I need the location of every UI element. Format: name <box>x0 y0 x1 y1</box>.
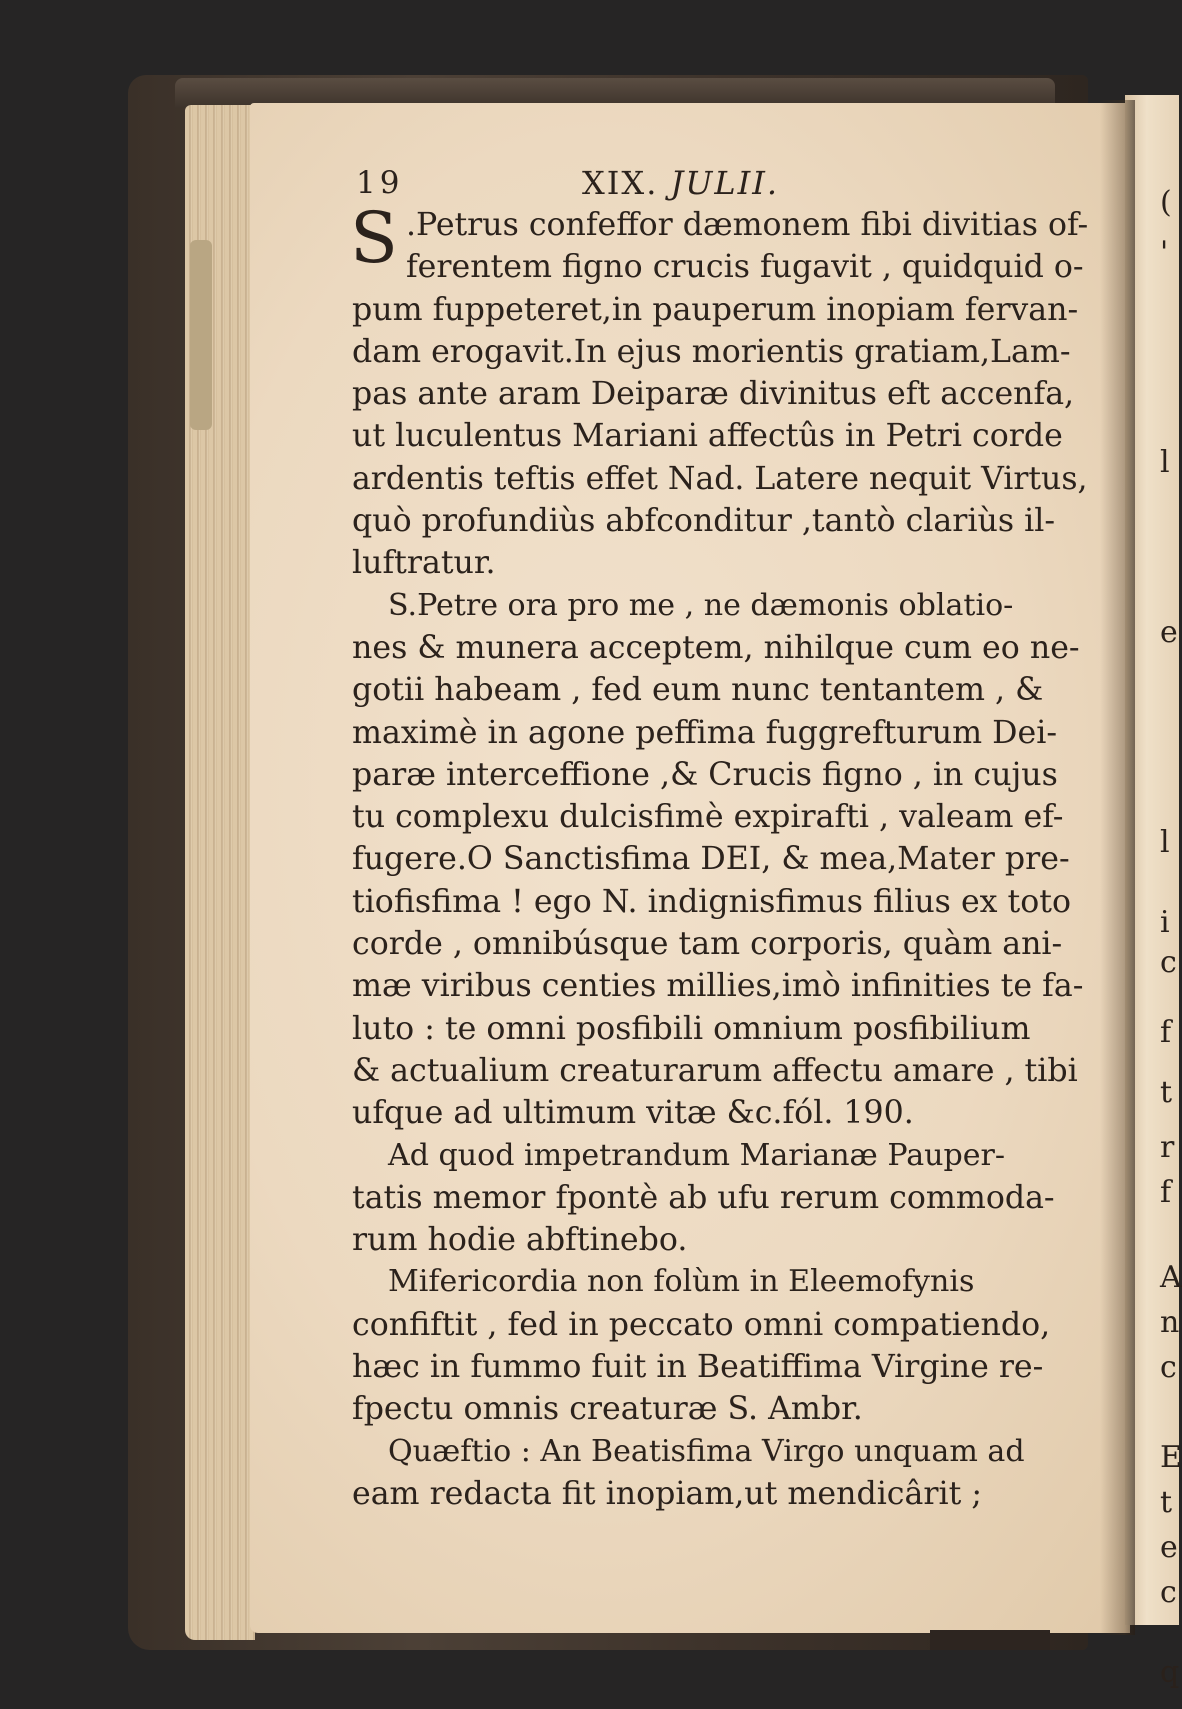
text-line: fpectu omnis creaturæ S. Ambr. <box>352 1391 863 1428</box>
text-line: tiofisfima ! ego N. indignisfimus filius ex toto <box>352 883 1071 920</box>
paragraph-4 <box>352 1261 1097 1430</box>
paragraph-1 <box>350 197 1097 585</box>
text-line: pas ante aram Deiparæ divinitus eft accenfa, <box>352 376 1075 413</box>
facing-letter: q <box>1160 1655 1180 1690</box>
text-line: luftratur. <box>352 545 496 582</box>
running-head <box>582 162 779 204</box>
text-line: gotii habeam , fed eum nunc tentantem , & <box>352 672 1044 709</box>
text-line: Ad quod impetrandum Marianæ Pauper- <box>388 1137 1006 1173</box>
text-line: nes & munera acceptem, nihilque cum eo ne- <box>352 629 1080 666</box>
paragraph-2 <box>352 585 1097 1135</box>
facing-letter: t <box>1160 1075 1173 1110</box>
paragraph-5 <box>352 1431 1097 1516</box>
text-line: .Petrus confeffor dæmonem fibi divitias of- <box>405 207 1089 243</box>
text-line: rum hodie abftinebo. <box>352 1222 688 1259</box>
page-number: 19 <box>356 165 404 201</box>
facing-letter: f <box>1160 1175 1172 1210</box>
facing-letter: c <box>1160 945 1177 980</box>
facing-letter: i <box>1160 905 1170 940</box>
facing-letter: ' <box>1160 235 1169 270</box>
text-line: Quæftio : An Beatisfima Virgo unquam ad <box>388 1433 1025 1469</box>
facing-letter: ( <box>1160 185 1172 220</box>
running-head-month: JULII. <box>670 164 780 202</box>
running-header <box>352 162 1097 204</box>
text-line: quò profundiùs abfconditur ,tantò clariùs il- <box>352 503 1056 540</box>
text-line: confiftit , fed in peccato omni compatiendo, <box>352 1306 1051 1343</box>
text-line: hæc in fummo fuit in Beatiffima Virgine re- <box>352 1349 1044 1386</box>
page-text <box>352 162 1097 1515</box>
page-gutter-shadow <box>1100 100 1135 1635</box>
text-line: luto : te omni posfibili omnium posfibilium <box>352 1010 1031 1047</box>
text-line: dam erogavit.In ejus morientis gratiam,Lam- <box>352 333 1071 370</box>
text-line: tatis memor fpontè ab ufu rerum commoda- <box>352 1179 1055 1216</box>
facing-letter: c <box>1160 1350 1177 1385</box>
text-line: fugere.O Sanctisfima DEI, & mea,Mater pre- <box>352 841 1070 878</box>
facing-letter: f <box>1160 1015 1172 1050</box>
cover-bottom-edge <box>930 1630 1050 1650</box>
text-line: pum fuppeteret,in pauperum inopiam fervan- <box>352 291 1079 328</box>
page-tab-marker <box>190 240 212 430</box>
text-line: & actualium creaturarum affectu amare , tibi <box>352 1052 1078 1089</box>
text-line: maximè in agone peffima fuggrefturum Dei- <box>352 714 1058 751</box>
text-line: eam redacta fit inopiam,ut mendicârit ; <box>352 1475 982 1512</box>
drop-cap: S <box>350 197 398 279</box>
facing-letter: n <box>1160 1305 1180 1340</box>
text-line: corde , omnibúsque tam corporis, quàm ani- <box>352 926 1063 963</box>
facing-letter: l <box>1160 445 1170 480</box>
facing-letter: A <box>1160 1260 1182 1295</box>
facing-letter: l <box>1160 825 1170 860</box>
text-line: S.Petre ora pro me , ne dæmonis oblatio- <box>388 587 1014 623</box>
text-line: Mifericordia non folùm in Eleemofynis <box>388 1264 975 1300</box>
paragraph-3 <box>352 1135 1097 1262</box>
running-head-roman: XIX. <box>582 164 659 202</box>
facing-letter: e <box>1160 615 1178 650</box>
text-line: ut luculentus Mariani affectûs in Petri corde <box>352 418 1063 455</box>
text-line: paræ interceffione ,& Crucis figno , in cujus <box>352 756 1058 793</box>
text-line: ufque ad ultimum vitæ &c.fól. 190. <box>352 1095 914 1132</box>
facing-letter: c <box>1160 1575 1177 1610</box>
facing-letter: e <box>1160 1530 1178 1565</box>
facing-letter: r <box>1160 1130 1175 1165</box>
text-line: tu complexu dulcisfimè expirafti , valeam ef- <box>352 799 1064 836</box>
facing-letter: E <box>1160 1440 1182 1475</box>
text-line: mæ viribus centies millies,imò infinities te fa- <box>352 968 1084 1005</box>
text-line: ardentis teftis effet Nad. Latere nequit Virtus, <box>352 460 1088 497</box>
text-line: ferentem figno crucis fugavit , quidquid o- <box>405 249 1084 286</box>
facing-letter: t <box>1160 1485 1173 1520</box>
